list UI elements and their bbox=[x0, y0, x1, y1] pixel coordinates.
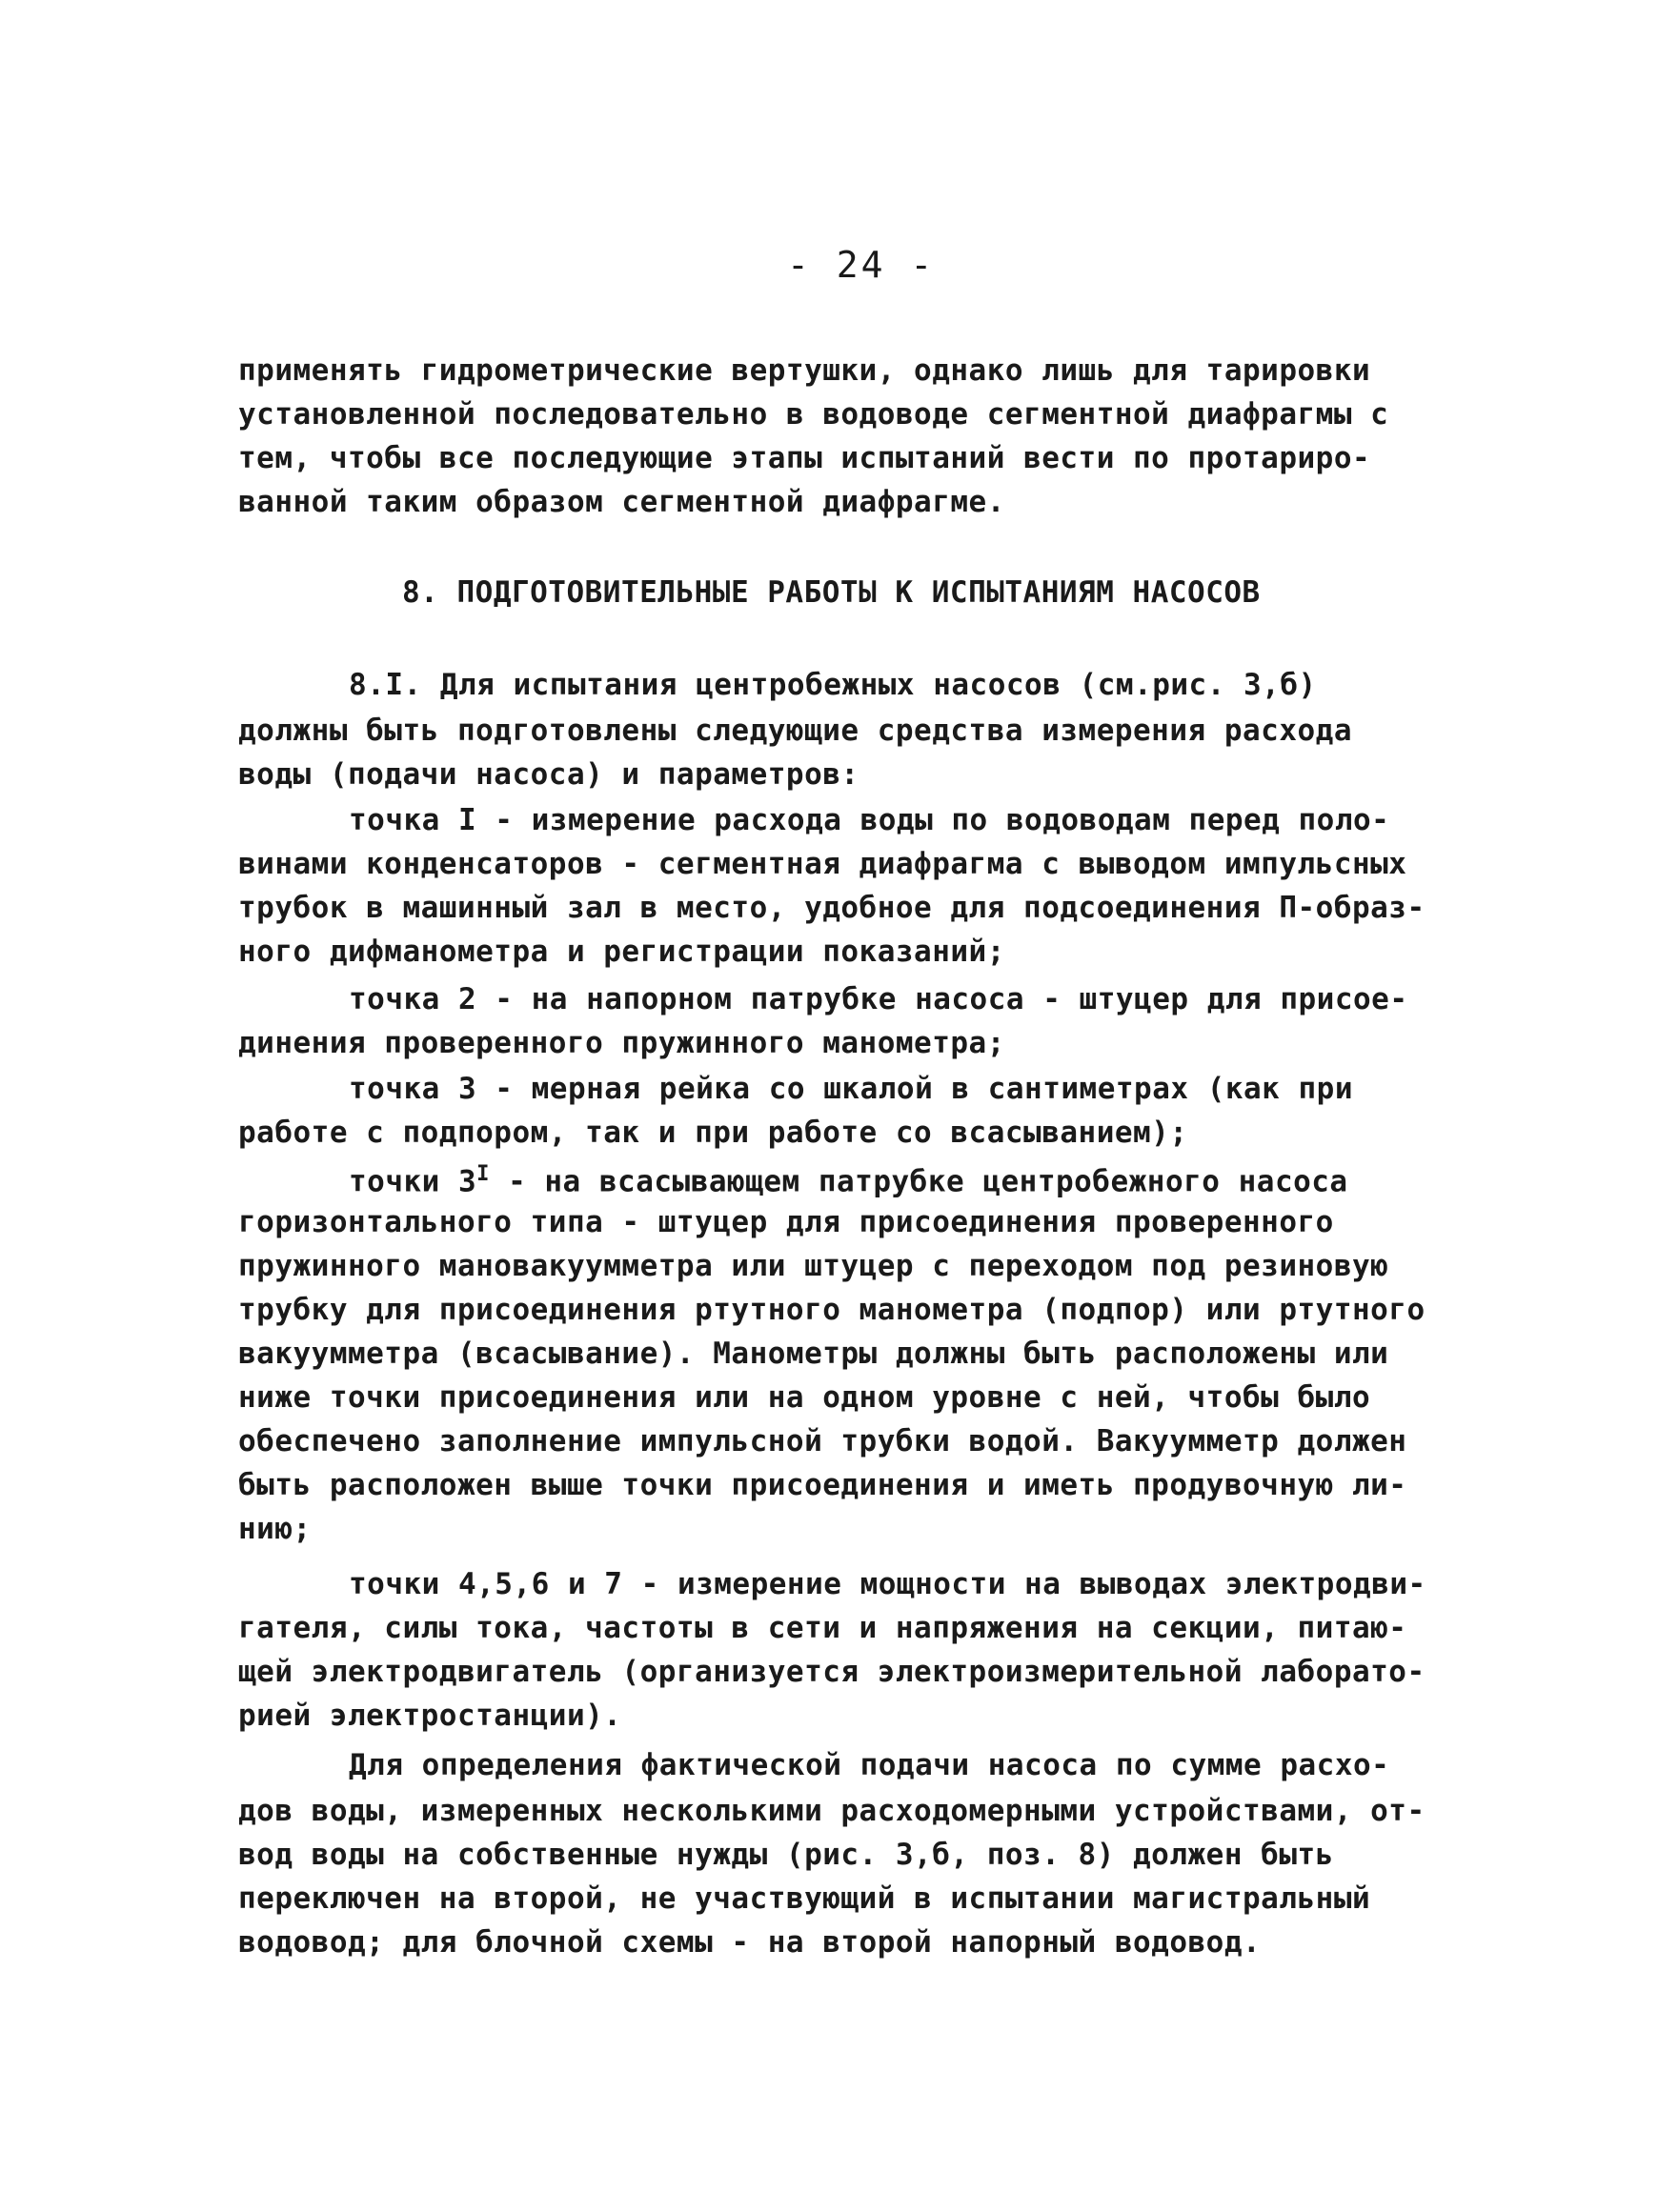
text-line: быть расположен выше точки присоединения и иметь продувочную ли- bbox=[238, 1468, 1407, 1502]
text-line: переключен на второй, не участвующий в испытании магистральный bbox=[238, 1881, 1371, 1916]
text-line: установленной последовательно в водоводе сегментной диафрагмы с bbox=[238, 397, 1389, 432]
text-line: точка 2 - на напорном патрубке насоса - штуцер для присое- bbox=[349, 982, 1408, 1016]
text-line: ванной таким образом сегментной диафрагме. bbox=[238, 485, 1005, 519]
text-line bbox=[349, 1162, 1348, 1199]
text-line: водовод; для блочной схемы - на второй напорный водовод. bbox=[238, 1925, 1262, 1960]
text-line: горизонтального типа - штуцер для присоединения проверенного bbox=[238, 1205, 1334, 1239]
text-line: 8.I. Для испытания центробежных насосов (см.рис. 3,б) bbox=[349, 668, 1317, 702]
text-line: ного дифманометра и регистрации показаний; bbox=[238, 935, 1005, 969]
text-line: работе с подпором, так и при работе со всасыванием); bbox=[238, 1116, 1188, 1150]
text-line: пружинного мановакуумметра или штуцер с переходом под резиновую bbox=[238, 1249, 1389, 1283]
text-line: применять гидрометрические вертушки, однако лишь для тарировки bbox=[238, 353, 1371, 388]
text-line: Для определения фактической подачи насоса по сумме расхо- bbox=[349, 1748, 1390, 1782]
text-line: трубок в машинный зал в место, удобное для подсоединения П-образ- bbox=[238, 891, 1425, 925]
text-line: ниже точки присоединения или на одном уровне с ней, чтобы было bbox=[238, 1380, 1371, 1415]
point-label: точки 3 bbox=[349, 1164, 477, 1199]
text-line: точка I - измерение расхода воды по водоводам перед поло- bbox=[349, 803, 1390, 837]
text-line: тем, чтобы все последующие этапы испытаний вести по протариро- bbox=[238, 441, 1371, 475]
text-line: динения проверенного пружинного манометра; bbox=[238, 1026, 1005, 1060]
section-heading: 8. ПОДГОТОВИТЕЛЬНЫЕ РАБОТЫ К ИСПЫТАНИЯМ НАСОСОВ bbox=[402, 575, 1261, 610]
text-line: должны быть подготовлены следующие средства измерения расхода bbox=[238, 714, 1352, 748]
page-number: - 24 - bbox=[787, 244, 936, 286]
text-line: трубку для присоединения ртутного манометра (подпор) или ртутного bbox=[238, 1293, 1425, 1327]
text-line: воды (подачи насоса) и параметров: bbox=[238, 757, 859, 792]
text-segment: - на всасывающем патрубке центробежного насоса bbox=[489, 1164, 1348, 1199]
text-line: щей электродвигатель (организуется электроизмерительной лаборато- bbox=[238, 1655, 1425, 1689]
text-line: обеспечено заполнение импульсной трубки водой. Вакуумметр должен bbox=[238, 1424, 1407, 1458]
text-line: вакуумметра (всасывание). Манометры должны быть расположены или bbox=[238, 1337, 1389, 1371]
text-line: вод воды на собственные нужды (рис. 3,б, поз. 8) должен быть bbox=[238, 1838, 1334, 1872]
text-line: нию; bbox=[238, 1512, 312, 1546]
text-line: гателя, силы тока, частоты в сети и напряжения на секции, питаю- bbox=[238, 1611, 1407, 1645]
text-line: точка 3 - мерная рейка со шкалой в сантиметрах (как при bbox=[349, 1072, 1353, 1106]
text-line: рией электростанции). bbox=[238, 1699, 622, 1733]
superscript: I bbox=[476, 1162, 490, 1186]
text-line: дов воды, измеренных несколькими расходомерными устройствами, от- bbox=[238, 1794, 1425, 1828]
text-line: винами конденсаторов - сегментная диафрагма с выводом импульсных bbox=[238, 847, 1407, 881]
text-line: точки 4,5,6 и 7 - измерение мощности на выводах электродви- bbox=[349, 1567, 1426, 1601]
